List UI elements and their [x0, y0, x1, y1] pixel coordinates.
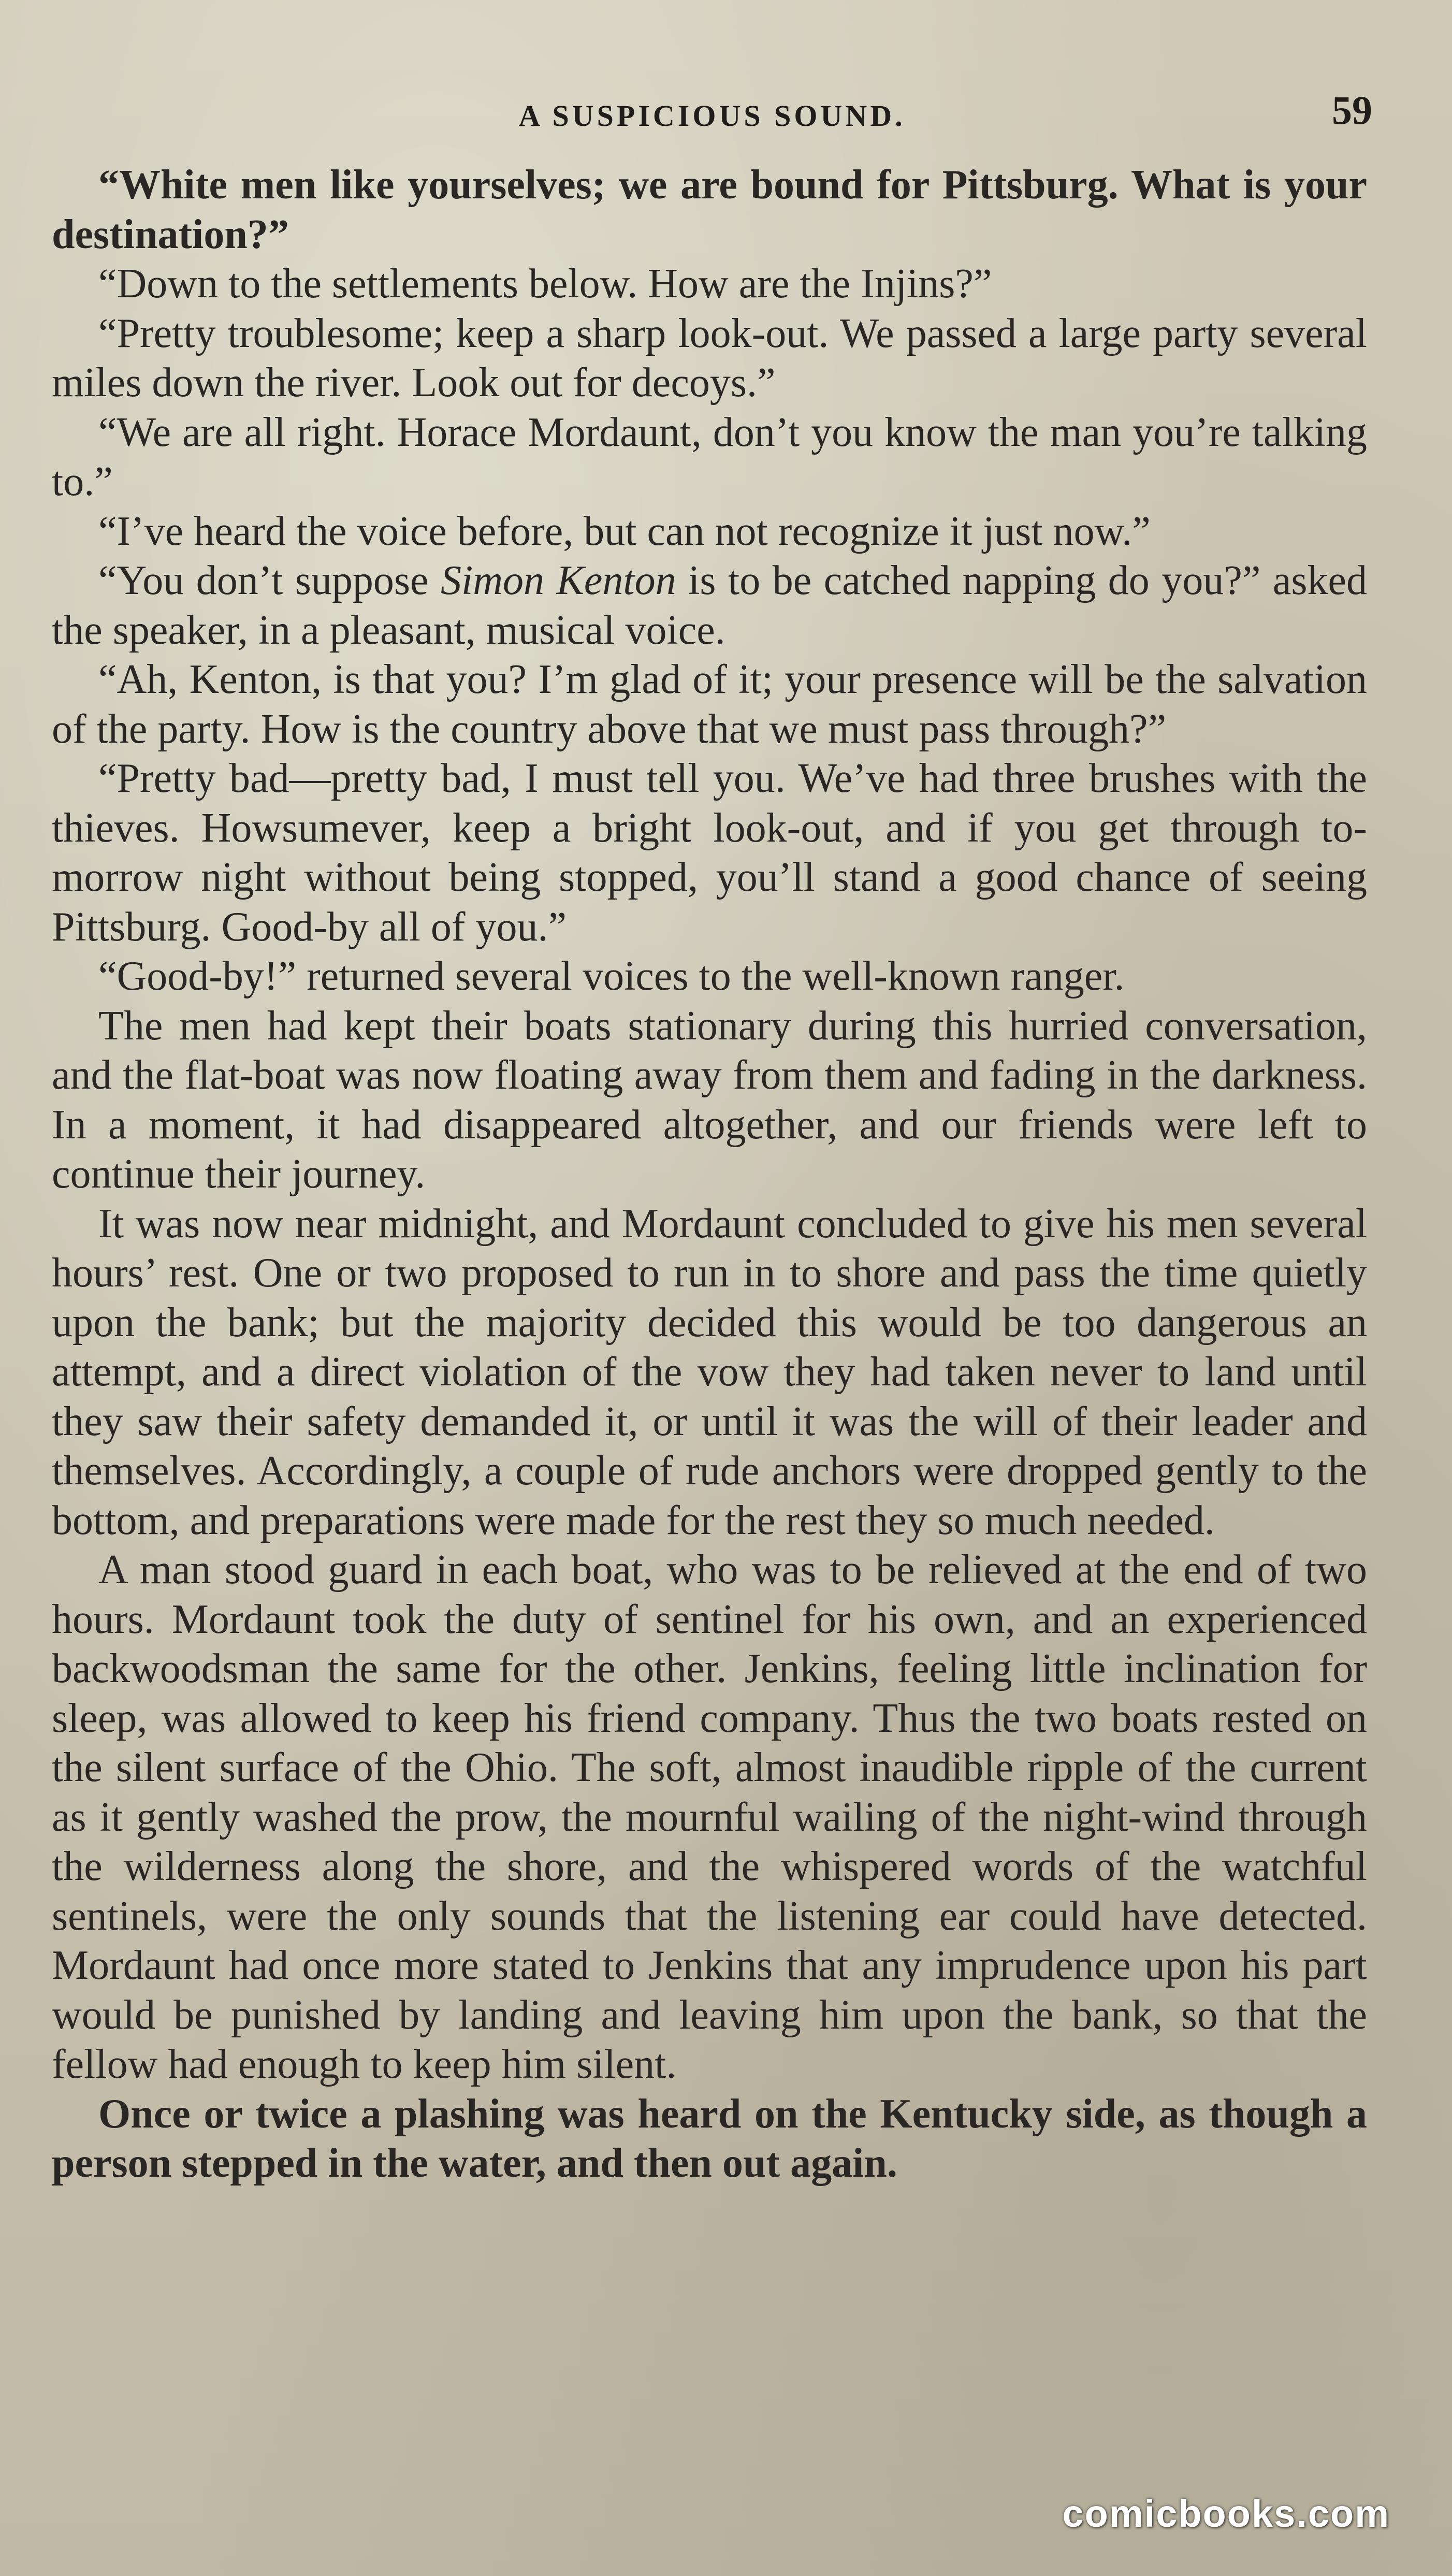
paragraph	[52, 1199, 1367, 1546]
paragraph-text: “White men like yourselves; we are bound for Pittsburg. What is your destination?”	[52, 162, 1367, 257]
paragraph-text: “Ah, Kenton, is that you? I’m glad of it; your presence will be the salvation of the party. How is the country above that we must pass through?”	[52, 657, 1367, 752]
paragraph-text: “You don’t suppose	[98, 558, 441, 603]
paragraph	[52, 507, 1367, 557]
paragraph	[52, 2090, 1367, 2189]
paragraph	[52, 309, 1367, 408]
paragraph	[52, 754, 1367, 952]
paragraph	[52, 161, 1367, 259]
paragraph	[52, 556, 1367, 655]
paragraph	[52, 952, 1367, 1002]
paragraph-text: A man stood guard in each boat, who was to be relieved at the end of two hours. Mordaunt took the duty of sentinel for his own, and an experienced backwoodsman the same for the other. Jenkins, feeling little inclination for sleep, was allowed to keep his friend company. Thus the two boats rested on the silent surface of the Ohio. The soft, almost inaudible ripple of the current as it gently washed the prow, the mournful wailing of the night-wind through the wilderness along the shore, and the whispered words of the watchful sentinels, were the only sounds that the listening ear could have detected. Mordaunt had once more stated to Jenkins that any imprudence upon his part would be punished by landing and leaving him upon the bank, so that the fellow had enough to keep him silent.	[52, 1547, 1367, 2087]
paragraph	[52, 408, 1367, 507]
book-page	[52, 62, 1372, 2496]
page-number: 59	[1332, 88, 1372, 133]
paragraph-text: “Pretty bad—pretty bad, I must tell you. We’ve had three brushes with the thieves. Howsumever, keep a bright look-out, and if you get through to-morrow night without being stopped, you’ll stand a good chance of seeing Pittsburg. Good-by all of you.”	[52, 756, 1367, 950]
paragraph-text: “Down to the settlements below. How are the Injins?”	[98, 261, 992, 307]
paragraph-text: “Good-by!” returned several voices to the well-known ranger.	[98, 953, 1125, 999]
paragraph-text: “I’ve heard the voice before, but can not recognize it just now.”	[98, 508, 1151, 554]
paragraph-text: It was now near midnight, and Mordaunt concluded to give his men several hours’ rest. One or two proposed to run in to shore and pass the time quietly upon the bank; but the majority decided this would be too dangerous an attempt, and a direct violation of the vow they had taken never to land until they saw their safety demanded it, or until it was the will of their leader and themselves. Accordingly, a couple of rude anchors were dropped gently to the bottom, and preparations were made for the rest they so much needed.	[52, 1200, 1367, 1543]
paragraph-text: “Pretty troublesome; keep a sharp look-out. We passed a large party several miles down the river. Look out for decoys.”	[52, 310, 1367, 406]
running-head	[52, 83, 1372, 140]
paragraph	[52, 655, 1367, 754]
paragraph-text: The men had kept their boats stationary during this hurried conversation, and the flat-boat was now floating away from them and fading in the darkness. In a moment, it had disappeared altogether, and our friends were left to continue their journey.	[52, 1003, 1367, 1197]
paragraph-text: is to be catched napping do you?” asked the speaker, in a pleasant, musical voice.	[52, 558, 1367, 653]
body-text	[52, 161, 1367, 2189]
chapter-heading: A SUSPICIOUS SOUND.	[518, 99, 906, 133]
paragraph	[52, 259, 1367, 309]
paragraph-text: “We are all right. Horace Mordaunt, don’t you know the man you’re talking to.”	[52, 409, 1367, 504]
watermark-text: comicbooks.com	[1062, 2492, 1390, 2535]
paragraph	[52, 1002, 1367, 1199]
paragraph	[52, 1545, 1367, 2090]
italic-name: Simon Kenton	[441, 558, 676, 603]
paragraph-text: Once or twice a plashing was heard on the Kentucky side, as though a person stepped in the water, and then out again.	[52, 2091, 1367, 2186]
